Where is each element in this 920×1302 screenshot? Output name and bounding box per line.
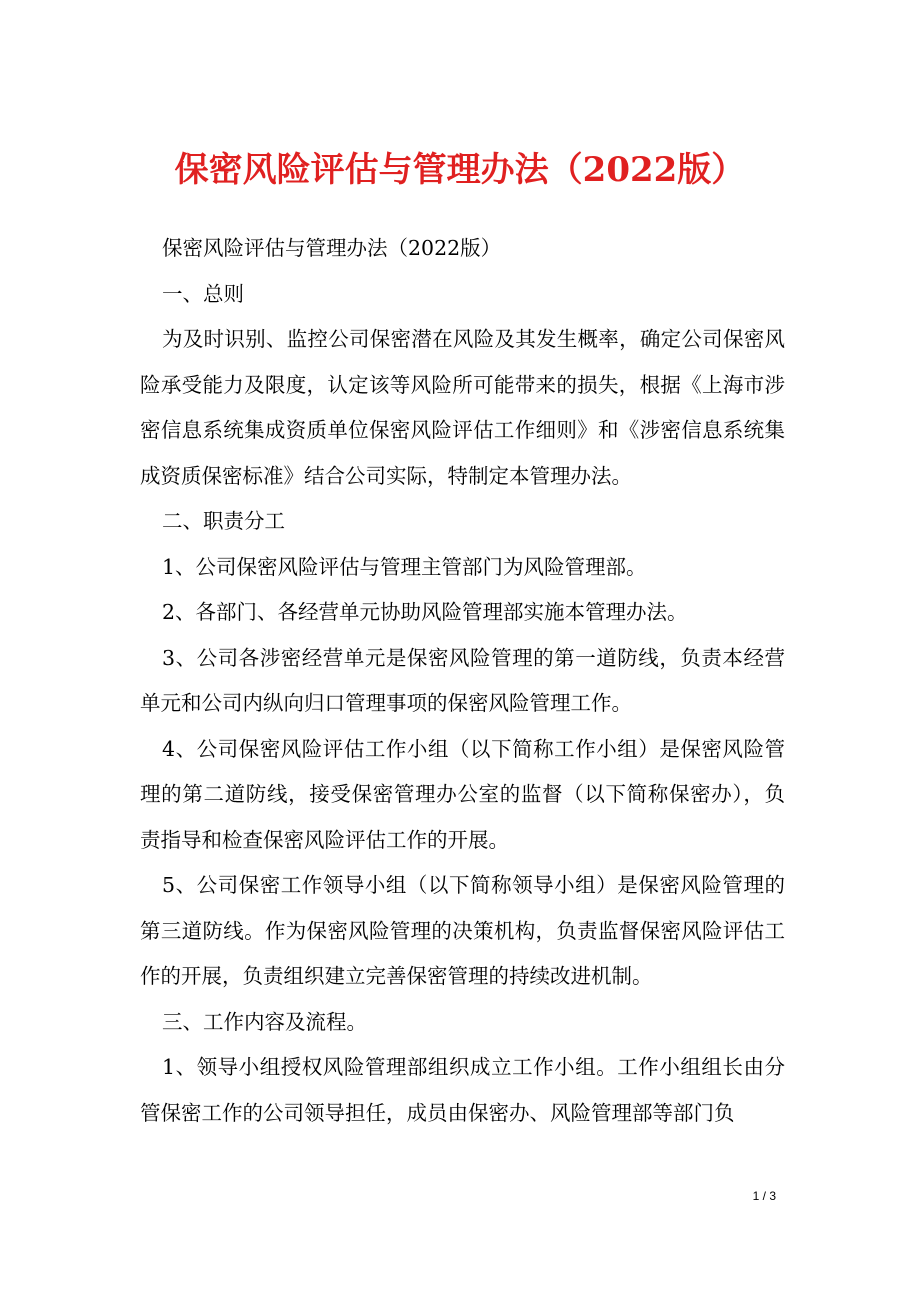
document-title: 保密风险评估与管理办法（2022版） bbox=[174, 150, 746, 190]
paragraph-subtitle: 保密风险评估与管理办法（2022版） bbox=[162, 236, 502, 260]
section-heading-general: 一、总则 bbox=[162, 281, 244, 306]
document-body bbox=[140, 226, 785, 1136]
paragraph: 2、各部门、各经营单元协助风险管理部实施本管理办法。 bbox=[162, 600, 688, 624]
paragraph: 3、公司各涉密经营单元是保密风险管理的第一道防线，负责本经营单元和公司内纵向归口管理事项的保密风险管理工作。 bbox=[140, 645, 785, 715]
page-number: 1 / 3 bbox=[752, 1189, 776, 1203]
paragraph: 5、公司保密工作领导小组（以下简称领导小组）是保密风险管理的第三道防线。作为保密风险管理的决策机构，负责监督保密风险评估工作的开展，负责组织建立完善保密管理的持续改进机制。 bbox=[140, 873, 785, 988]
section-heading-workflow: 三、工作内容及流程。 bbox=[162, 1009, 367, 1034]
paragraph: 1、公司保密风险评估与管理主管部门为风险管理部。 bbox=[162, 554, 647, 579]
paragraph: 1、领导小组授权风险管理部组织成立工作小组。工作小组组长由分管保密工作的公司领导担任，成员由保密办、风险管理部等部门负 bbox=[140, 1055, 785, 1125]
paragraph: 为及时识别、监控公司保密潜在风险及其发生概率，确定公司保密风险承受能力及限度，认定该等风险所可能带来的损失，根据《上海市涉密信息系统集成资质单位保密风险评估工作细则》和《涉密信息系统集成资质保密标准》结合公司实际，特制定本管理办法。 bbox=[140, 327, 785, 488]
section-heading-responsibilities: 二、职责分工 bbox=[162, 509, 285, 533]
paragraph: 4、公司保密风险评估工作小组（以下简称工作小组）是保密风险管理的第二道防线，接受保密管理办公室的监督（以下简称保密办），负责指导和检查保密风险评估工作的开展。 bbox=[140, 736, 785, 852]
